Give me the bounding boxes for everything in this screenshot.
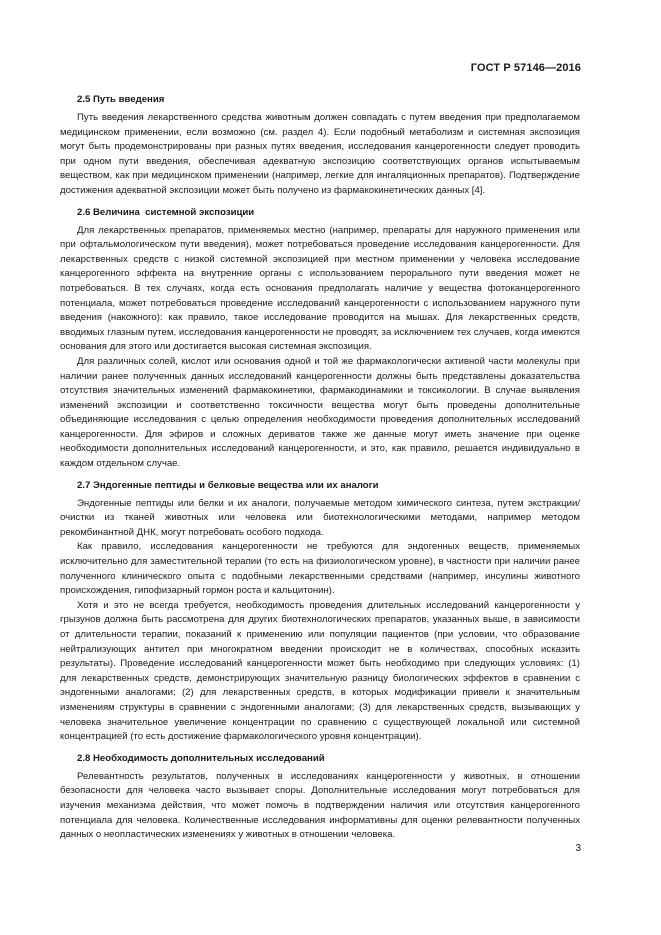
document-body xyxy=(60,94,580,851)
section-2-5 xyxy=(60,94,580,199)
paragraph: Как правило, исследования канцерогенности не требуются для эндогенных веществ, применяемых исключительно для заместительной терапии (то есть на физиологическом уровне), в частности при наличии ранее полученного клинического опыта с подобными лекарственными средствами (например, инсулины животного происхождения, гипофизарный гормон роста и кальцитонин). xyxy=(60,541,580,597)
paragraph: Для различных солей, кислот или основания одной и той же фармакологически активной части молекулы при наличии ранее полученных данных исследований канцерогенности должны быть представлены доказательства отсутствия значительных изменений фармакокинетики, фармакодинамики и токсикологии. В случае выявления изменений экспозиции и соответственно токсичности вещества могут быть проведены дополнительные объединяющие исследования с целью определения необходимости проведения дополнительных исследований канцерогенности. Для эфиров и сложных дериватов также же данные могут иметь значение при оценке необходимости дополнительных исследований канцерогенности, и это, как правило, решается индивидуально в каждом отдельном случае. xyxy=(60,355,580,470)
section-title: 2.8 Необходимость дополнительных исследований xyxy=(77,752,325,764)
section-2-8 xyxy=(60,753,580,843)
paragraph: Релевантность результатов, полученных в исследованиях канцерогенности у животных, в отношении безопасности для человека часто вызывает споры. Дополнительные исследования могут потребоваться для изучения механизма действия, что может помочь в подтверждении наличия или отсутствия канцерогенного потенциала для человека. Количественные исследования информативны для оценки релевантности полученных данных о неопластических изменениях у животных в отношении человека. xyxy=(60,770,580,841)
paragraph: Путь введения лекарственного средства животным должен совпадать с путем введения при предполагаемом медицинском применении, если возможно (см. раздел 4). Если подобный метаболизм и системная экспозиция могут быть продемонстрированы при разных путях введения, исследования канцерогенности следует проводить при одном пути введения, обеспечивая адекватную экспозицию соответствующих органов испытываемым веществом, как при медицинском применении (например, легкие для ингаляционных препаратов). Подтверждение достижения адекватной экспозиции может быть получено из фармакокинетических данных [4]. xyxy=(60,112,580,196)
section-title: 2.7 Эндогенные пептиды и белковые вещества или их аналоги xyxy=(77,479,379,491)
paragraph: Эндогенные пептиды или белки и их аналоги, получаемые методом химического синтеза, путем экстракции/очистки из тканей животных или человека или биотехнологическими методами, например методом рекомбинантной ДНК, могут потребовать особого подхода. xyxy=(60,497,580,538)
section-title: 2.5 Путь введения xyxy=(77,94,165,105)
section-title: 2.6 Величина системной экспозиции xyxy=(77,206,255,218)
page-number: 3 xyxy=(575,843,581,854)
section-2-6 xyxy=(60,207,580,472)
section-2-7 xyxy=(60,480,580,745)
paragraph: Хотя и это не всегда требуется, необходимость проведения длительных исследований канцерогенности у грызунов должна быть рассмотрена для других биотехнологических препаратов, указанных выше, в зависимости от длительности терапии, показаний к применению или популяции пациентов (при условии, что образование нейтрализующих антител при многократном введении происходит не в количествах, способных исказить результаты). Проведение исследований канцерогенности может быть необходимо при следующих условиях: (1) для лекарственных средств, демонстрирующих значительную разницу биологических эффектов в сравнении с эндогенными аналогами; (2) для лекарственных средств, в которых модификации привели к значительным изменениям структуры в сравнении с эндогенными аналогами; (3) для лекарственных средств, вызывающих у человека значительное увеличение концентрации по сравнению с существующей локальной или системной концентрацией (то есть достижение фармакологического уровня концентрации). xyxy=(60,599,580,743)
paragraph: Для лекарственных препаратов, применяемых местно (например, препараты для наружного применения или при офтальмологическом пути введения), может потребоваться проведение исследования канцерогенности. Для лекарственных средств с низкой системной экспозицией при местном применении у человека исследование канцерогенного эффекта на внутренние органы с использованием перорального пути введения может не потребоваться. В тех случаях, когда есть основания предполагать наличие у вещества фотоканцерогенного потенциала, может потребоваться проведение исследований канцерогенности с использованием наружного пути введения (накожного): как правило, такое исследование проводится на мышах. Для лекарственных средств, вводимых глазным путем, исследования канцерогенности не проводят, за исключением тех случаев, когда имеются основания для этого или достигается высокая системная экспозиция. xyxy=(60,224,580,353)
document-id-header: ГОСТ Р 57146—2016 xyxy=(470,62,581,74)
